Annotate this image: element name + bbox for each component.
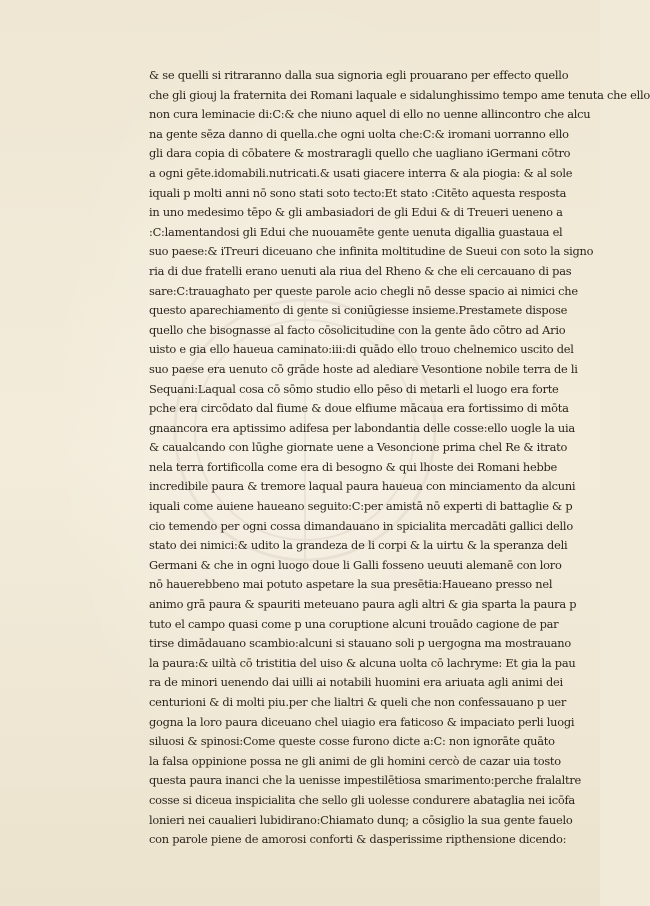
text-line: na gente sēza danno di quella.che ogni uolta che:C:& iromani uorranno ello [149,126,569,141]
text-line: ria di due fratelli erano uenuti ala riua del Rheno & che eli cercauano di pas [149,263,572,278]
body-text [149,66,650,850]
text-line: centurioni & di molti piu.per che lialtri & queli che non confessauano p uer [149,695,567,709]
text-line: iquali come auiene haueano seguito:C:per amistā nō experti di battaglie & p [149,499,573,514]
text-line: & caualcando con lūghe giornate uene a Vesoncione prima chel Re & itrato [149,440,568,455]
text-line: gnaancora era aptissimo adifesa per labondantia delle cosse:ello uogle la uia [149,420,575,435]
text-line: stato dei nimici:& udito la grandeza de li corpi & la uirtu & la speranza deli [149,538,568,553]
text-line: a ogni gēte.idomabili.nutricati.& usati giacere interra & ala piogia: & al sole [149,165,573,180]
text-line: lonieri nei caualieri lubidirano:Chiamato dunq; a cōsiglio la sua gente fauelo [149,812,573,827]
text-line: che gli giouj la fraternita dei Romani laquale e sidalunghissimo tempo ame tenuta che ello [149,87,650,102]
text-line: in uno medesimo tēpo & gli ambasiadori de gli Edui & di Treueri ueneno a [149,205,563,220]
text-line: quello che bisognasse al facto cōsolicitudine con la gente ādo cōtro ad Ario [149,322,566,337]
text-line: con parole piene de amorosi conforti & dasperissime ripthensione dicendo: [149,832,567,847]
text-line: ra de minori uenendo dai uilli ai notabili huomini era ariuata agli animi dei [149,675,563,690]
text-line: Germani & che in ogni luogo doue li Galli fosseno ueuuti alemanē con loro [149,557,562,572]
text-line: incredibile paura & tremore laqual paura haueua con minciamento da alcuni [149,479,576,494]
text-line: gli dara copia di cōbatere & mostraragli quello che uagliano iGermani cōtro [149,146,571,161]
text-line: & se quelli si ritraranno dalla sua signoria egli prouarano per effecto quello [149,68,569,82]
text-line: tuto el campo quasi come p una coruptione alcuni trouādo cagione de par [149,616,559,631]
text-line: sare:C:trauaghato per queste parole acio chegli nō desse spacio ai nimici che [149,283,578,298]
text-line: gogna la loro paura diceuano chel uiagio era faticoso & impaciato perli luogi [149,714,575,729]
text-line: Sequani:Laqual cosa cō sōmo studio ello pēso di metarli el luogo era forte [149,381,559,396]
text-line: nō hauerebbeno mai potuto aspetare la sua presētia:Haueano presso nel [149,577,553,592]
text-line: animo grā paura & spauriti meteuano paura agli altri & gia sparta la paura p [149,597,577,612]
text-line: iquali p molti anni nō sono stati soto tecto:Et stato :Citēto aquesta resposta [149,185,567,200]
text-line: non cura leminacie di:C:& che niuno aquel di ello no uenne allincontro che alcu [149,107,591,122]
text-line: uisto e gia ello haueua caminato:iii:di quādo ello trouo chelnemico uscito del [149,342,574,357]
text-line: nela terra fortificolla come era di besogno & qui lhoste dei Romani hebbe [149,459,558,474]
text-line: questa paura inanci che la uenisse impestilētiosa smarimento:perche fralaltre [149,773,582,788]
text-line: cio temendo per ogni cossa dimandauano in spicialita mercadāti gallici dello [149,518,573,533]
text-line: pche era circōdato dal fiume & doue elfiume mācaua era fortissimo di mōta [149,401,569,416]
text-line: suo paese era uenuto cō grāde hoste ad alediare Vesontione nobile terra de li [149,361,578,376]
text-line: :C:lamentandosi gli Edui che nuouamēte gente uenuta digallia guastaua el [149,224,563,239]
text-line: la falsa oppinione possa ne gli animi de gli homini cercò de cazar uia tosto [149,753,561,768]
text-line: cosse si diceua inspicialita che sello gli uolesse condurere abataglia nei icōfa [149,792,575,807]
text-line: suo paese:& iTreuri diceuano che infinita moltitudine de Sueui con soto la signo [149,244,594,259]
text-line: questo aparechiamento di gente si coniūgiesse insieme.Prestamete dispose [149,303,568,318]
text-line: tirse dimādauano scambio:alcuni si stauano soli p uergogna ma mostrauano [149,636,571,651]
text-line: siluosi & spinosi:Come queste cosse furono dicte a:C: non ignorāte quāto [149,734,555,749]
text-line: la paura:& uiltà cō tristitia del uiso & alcuna uolta cō lachryme: Et gia la pau [149,655,576,670]
